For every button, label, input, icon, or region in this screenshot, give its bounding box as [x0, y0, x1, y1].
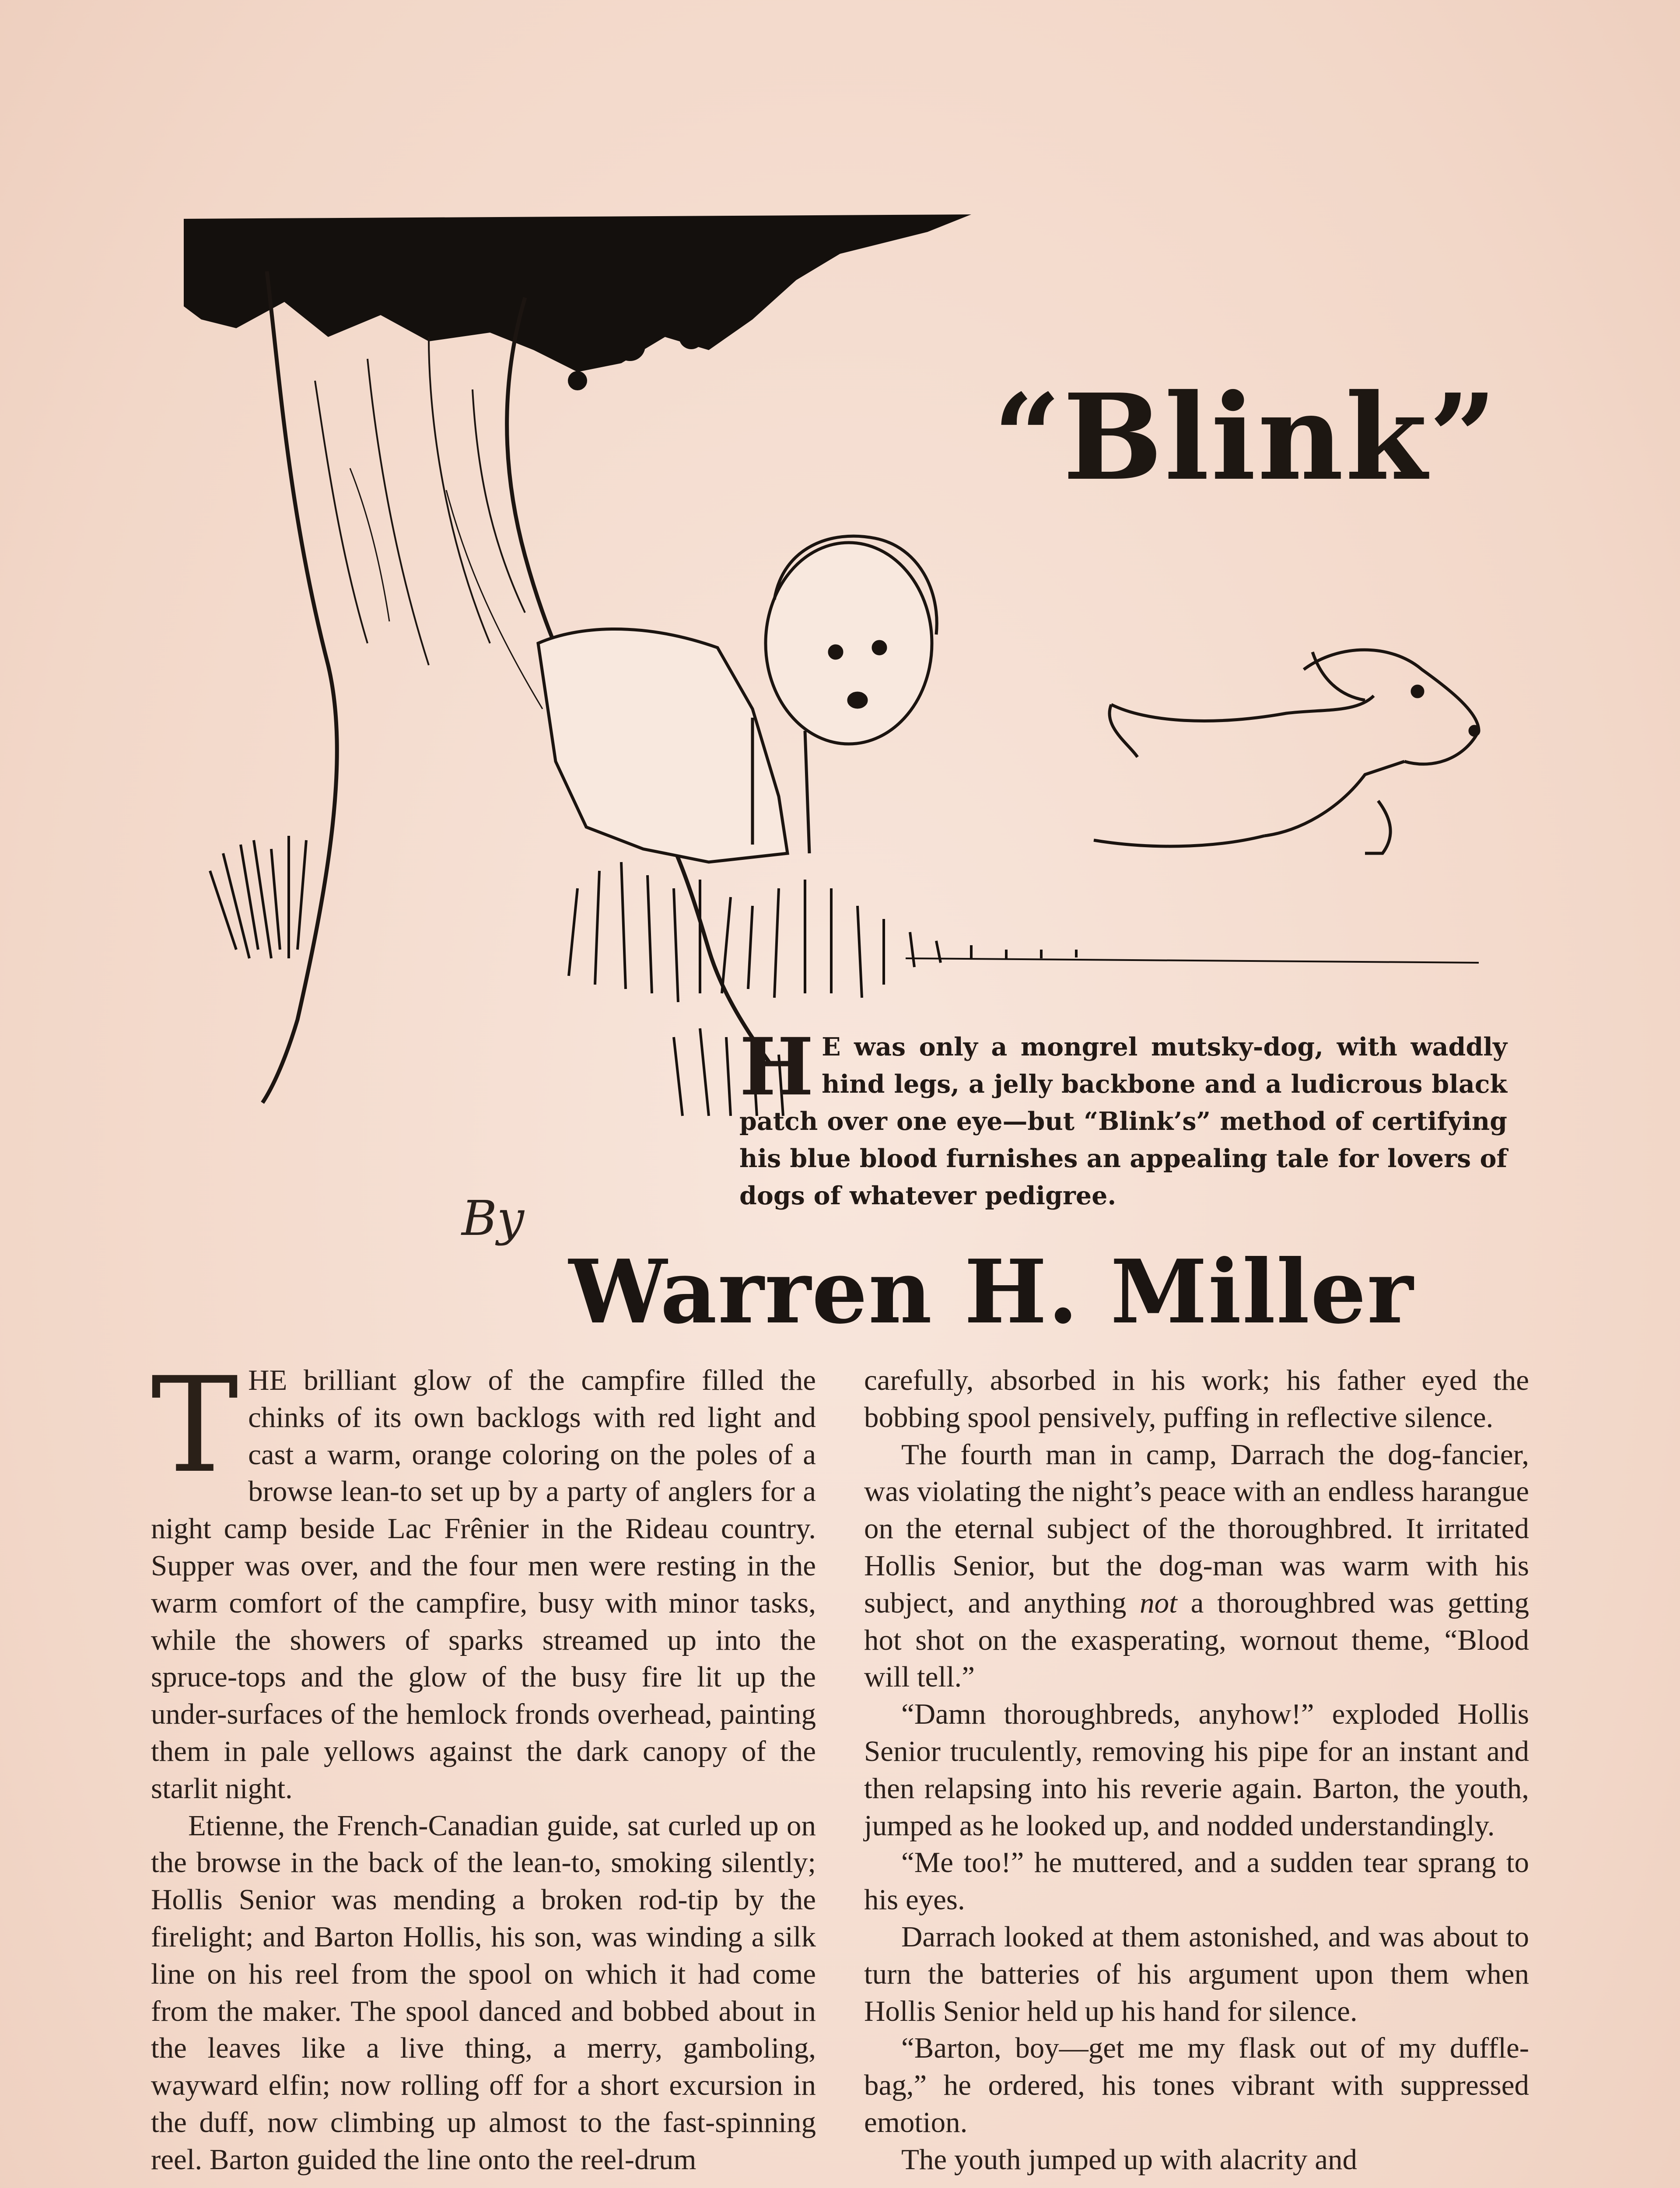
intro-text: E was only a mongrel mutsky-dog, with waddly hind legs, a jelly backbone and a ludicrous black patch over one eye—but “Blink’s” method of certifying his blue blood furnishes an appealing tale for lovers of dogs of whatever pedigree.: [739, 1032, 1507, 1210]
story-intro: [739, 1021, 1507, 1214]
paragraph: Darrach looked at them astonished, and was about to turn the batteries of his argument upon them when Hollis Senior held up his hand for silence.: [864, 1920, 1529, 2027]
story-title: “Blink”: [993, 368, 1499, 507]
paragraph: The fourth man in camp, Darrach the dog-fancier, was violating the night’s peace with an endless harangue on the eternal subject of the thoroughbred. It irritated Hollis Senior, but the dog-man was warm with his subject, and anything not a thoroughbred was getting hot shot on the exasperating, wornout theme, “Blood will tell.”: [864, 1438, 1529, 1694]
paragraph: “Barton, boy—get me my flask out of my duffle-bag,” he ordered, his tones vibrant with suppressed emotion.: [864, 2032, 1529, 2139]
body-column-left: [151, 1349, 816, 2178]
author-name: Warren H. Miller: [569, 1241, 1414, 1343]
body-drop-cap: T: [151, 1349, 239, 1502]
paragraph: Etienne, the French-Canadian guide, sat curled up on the browse in the back of the lean-to, smoking silently; Hollis Senior was mending a broken rod-tip by the firelight; and Barton Hollis, his son, was winding a silk line on his reel from the spool on which it had come from the maker. The spool danced and bobbed about in the leaves like a live thing, a merry, gamboling, wayward elfin; now rolling off for a short excursion in the duff, now climbing up almost to the fast-spinning reel. Barton guided the line onto the reel-drum: [151, 1809, 816, 2176]
dog-figure: [1094, 650, 1479, 853]
intro-drop-cap: H: [739, 1021, 814, 1113]
paragraph: “Me too!” he muttered, and a sudden tear sprang to his eyes.: [864, 1846, 1529, 1916]
body-column-right: [864, 1362, 1529, 2178]
byline-prefix: By: [462, 1190, 524, 1246]
child-figure: [538, 536, 937, 862]
paragraph: The youth jumped up with alacrity and: [901, 2143, 1357, 2176]
paragraph: carefully, absorbed in his work; his father eyed the bobbing spool pensively, puffing in reflective silence.: [864, 1364, 1529, 1434]
story-illustration: [184, 206, 1496, 1120]
tree-foliage: [184, 214, 971, 390]
paragraph: “Damn thoroughbreds, anyhow!” exploded Hollis Senior truculently, removing his pipe for an instant and then relapsing into his reverie again. Barton, the youth, jumped as he looked up, and nodded understandingly.: [864, 1698, 1529, 1842]
paragraph: THE brilliant glow of the campfire filled the chinks of its own backlogs with red light and cast a warm, orange coloring on the poles of a browse lean-to set up by a party of anglers for a night camp beside Lac Frênier in the Rideau country. Supper was over, and the four men were resting in the warm comfort of the campfire, busy with minor tasks, while the showers of sparks streamed up into the spruce-tops and the glow of the busy fire lit up the under-surfaces of the hemlock fronds overhead, painting them in pale yellows against the dark canopy of the starlit night.: [151, 1349, 816, 1805]
